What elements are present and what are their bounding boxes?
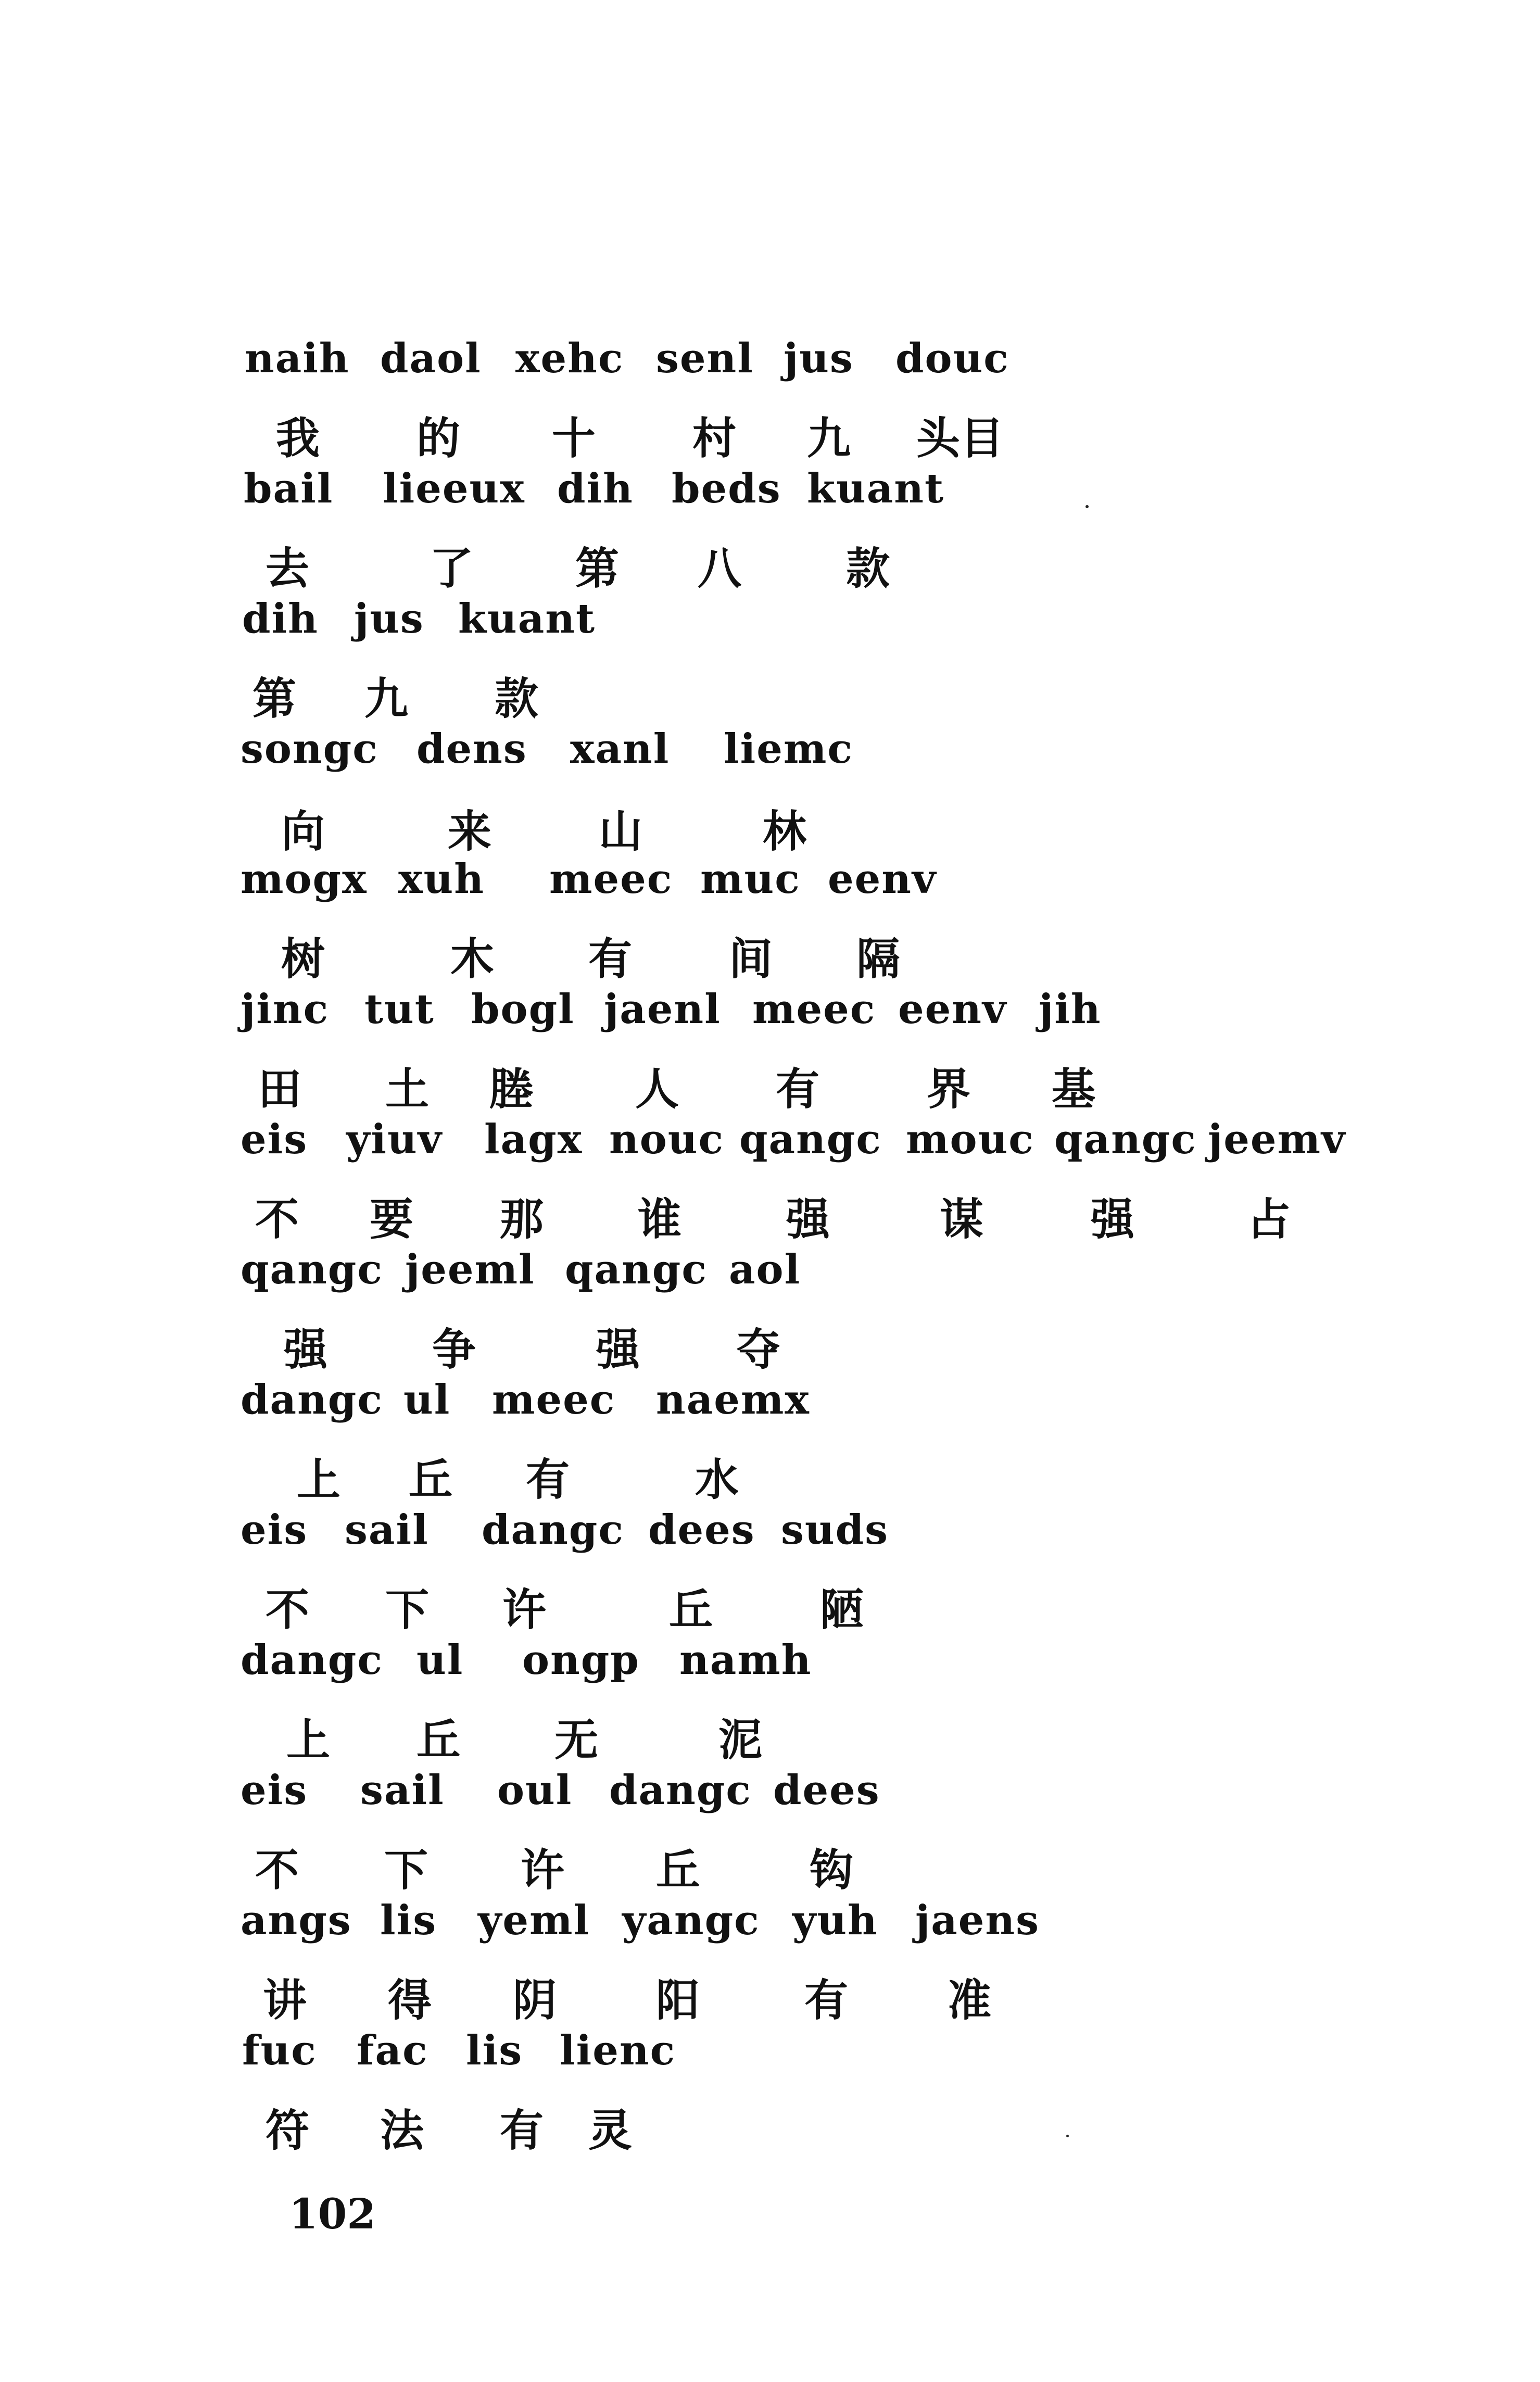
romanized-word: dangc — [241, 1376, 383, 1423]
romanized-word: eenv — [898, 986, 1007, 1033]
chinese-word: 许 — [521, 1844, 565, 1896]
chinese-word: 八 — [698, 543, 742, 594]
romanized-word: bail — [244, 465, 334, 512]
chinese-word: 有 — [526, 1454, 570, 1505]
romanized-line — [0, 986, 1540, 1057]
romanized-word: angs — [241, 1897, 352, 1944]
romanized-word: namh — [679, 1636, 812, 1684]
chinese-word: 九 — [364, 673, 409, 724]
romanized-word: suds — [781, 1506, 889, 1554]
chinese-word: 有 — [588, 933, 633, 985]
chinese-word: 陋 — [820, 1584, 864, 1635]
chinese-word: 十 — [552, 412, 596, 464]
chinese-word: 不 — [255, 1844, 299, 1896]
romanized-word: dens — [416, 725, 527, 773]
romanized-line — [0, 335, 1540, 406]
chinese-word: 有 — [804, 1974, 849, 2026]
romanized-word: dangc — [482, 1506, 624, 1554]
chinese-word: 钩 — [810, 1844, 854, 1896]
chinese-word: 村 — [692, 412, 737, 464]
chinese-word: 界 — [927, 1063, 971, 1115]
romanized-word: sail — [345, 1506, 429, 1554]
chinese-word: 树 — [281, 933, 325, 985]
chinese-word: 丘 — [669, 1584, 713, 1635]
chinese-word: 隔 — [856, 933, 901, 985]
romanized-word: ul — [416, 1636, 464, 1684]
chinese-word: 下 — [384, 1844, 428, 1896]
romanized-line — [0, 1116, 1540, 1187]
chinese-word: 无 — [554, 1714, 599, 1766]
romanized-line — [0, 595, 1540, 666]
romanized-word: xehc — [515, 335, 624, 382]
romanized-word: senl — [656, 335, 754, 382]
romanized-line — [0, 1376, 1540, 1447]
chinese-word: 不 — [255, 1193, 299, 1245]
chinese-word: 向 — [281, 805, 325, 857]
chinese-word: 塍 — [489, 1063, 534, 1115]
chinese-word: 了 — [430, 543, 474, 594]
romanized-word: jih — [1039, 986, 1102, 1033]
scan-speck — [1066, 2135, 1069, 2137]
romanized-word: dih — [242, 595, 319, 642]
romanized-word: dees — [648, 1506, 755, 1554]
romanized-word: eenv — [828, 855, 937, 903]
chinese-word: 土 — [385, 1063, 430, 1115]
chinese-word: 谋 — [940, 1193, 984, 1245]
romanized-word: dangc — [241, 1636, 383, 1684]
romanized-word: lienc — [560, 2027, 676, 2074]
chinese-word: 款 — [846, 543, 890, 594]
chinese-word: 基 — [1052, 1063, 1096, 1115]
romanized-word: lieeux — [383, 465, 525, 512]
chinese-word: 得 — [388, 1974, 432, 2026]
romanized-word: daol — [380, 335, 482, 382]
romanized-word: kuant — [807, 465, 945, 512]
chinese-word: 下 — [385, 1584, 430, 1635]
chinese-word: 九 — [807, 412, 851, 464]
romanized-word: oul — [497, 1767, 573, 1814]
chinese-word: 山 — [599, 805, 643, 857]
romanized-word: yuh — [792, 1897, 878, 1944]
chinese-word: 木 — [450, 933, 495, 985]
chinese-gloss-line — [0, 2104, 1540, 2176]
romanized-word: ul — [403, 1376, 451, 1423]
chinese-word: 我 — [276, 412, 320, 464]
chinese-word: 去 — [266, 543, 310, 594]
romanized-word: qangc — [241, 1246, 383, 1293]
romanized-word: aol — [729, 1246, 801, 1293]
chinese-word: 水 — [695, 1454, 739, 1505]
romanized-word: kuant — [458, 595, 596, 642]
chinese-word: 上 — [286, 1714, 331, 1766]
romanized-word: jus — [784, 335, 854, 382]
romanized-word: dangc — [609, 1767, 752, 1814]
chinese-word: 第 — [575, 543, 620, 594]
romanized-word: muc — [700, 855, 801, 903]
romanized-word: lagx — [484, 1116, 583, 1163]
chinese-word: 丘 — [416, 1714, 461, 1766]
romanized-word: ongp — [522, 1636, 640, 1684]
chinese-word: 第 — [253, 673, 297, 724]
chinese-word: 要 — [370, 1193, 414, 1245]
romanized-word: eis — [241, 1767, 308, 1814]
romanized-word: mogx — [241, 855, 368, 903]
romanized-line — [0, 1767, 1540, 1838]
chinese-word: 法 — [380, 2104, 424, 2156]
romanized-line — [0, 1246, 1540, 1317]
romanized-word: beds — [672, 465, 781, 512]
chinese-word: 谁 — [638, 1193, 682, 1245]
romanized-word: xuh — [398, 855, 485, 903]
chinese-word: 人 — [635, 1063, 679, 1115]
chinese-word: 林 — [763, 805, 807, 857]
chinese-word: 强 — [284, 1324, 328, 1375]
chinese-word: 丘 — [656, 1844, 700, 1896]
romanized-word: xanl — [570, 725, 670, 773]
romanized-word: jus — [354, 595, 424, 642]
chinese-word: 那 — [500, 1193, 544, 1245]
chinese-word: 的 — [416, 412, 461, 464]
chinese-word: 款 — [495, 673, 539, 724]
romanized-word: eis — [241, 1116, 308, 1163]
romanized-word: jeemv — [1208, 1116, 1346, 1163]
chinese-word: 不 — [266, 1584, 310, 1635]
chinese-word: 强 — [1091, 1193, 1135, 1245]
chinese-word: 讲 — [263, 1974, 307, 2026]
romanized-word: bogl — [471, 986, 575, 1033]
romanized-word: qangc — [565, 1246, 708, 1293]
chinese-word: 争 — [432, 1324, 476, 1375]
chinese-word: 阳 — [656, 1974, 700, 2026]
romanized-word: jeeml — [405, 1246, 535, 1293]
chinese-word: 强 — [596, 1324, 640, 1375]
chinese-word: 阴 — [513, 1974, 557, 2026]
romanized-line — [0, 465, 1540, 536]
romanized-word: jinc — [241, 986, 330, 1033]
chinese-word: 占 — [1247, 1193, 1291, 1245]
chinese-word: 许 — [502, 1584, 547, 1635]
chinese-word: 头目 — [916, 412, 1004, 464]
chinese-word: 有 — [776, 1063, 820, 1115]
chinese-word: 夺 — [737, 1324, 781, 1375]
romanized-line — [0, 2027, 1540, 2098]
romanized-word: sail — [360, 1767, 445, 1814]
romanized-line — [0, 725, 1540, 797]
romanized-word: lis — [380, 1897, 437, 1944]
romanized-word: jaenl — [604, 986, 721, 1033]
chinese-word: 泥 — [718, 1714, 763, 1766]
chinese-word: 上 — [297, 1454, 341, 1505]
romanized-word: jaens — [915, 1897, 1040, 1944]
romanized-word: meec — [492, 1376, 616, 1423]
chinese-word: 符 — [266, 2104, 310, 2156]
chinese-word: 田 — [258, 1063, 302, 1115]
romanized-word: yangc — [622, 1897, 760, 1944]
romanized-word: yiuv — [346, 1116, 443, 1163]
romanized-word: dees — [773, 1767, 880, 1814]
chinese-word: 灵 — [588, 2104, 633, 2156]
romanized-word: naemx — [656, 1376, 810, 1423]
romanized-word: qangc — [1054, 1116, 1197, 1163]
romanized-word: lis — [466, 2027, 523, 2074]
romanized-line — [0, 1636, 1540, 1708]
romanized-line — [0, 1897, 1540, 1968]
romanized-word: tut — [364, 986, 435, 1033]
romanized-word: meec — [752, 986, 876, 1033]
chinese-word: 丘 — [409, 1454, 453, 1505]
chinese-word: 强 — [786, 1193, 830, 1245]
romanized-word: meec — [549, 855, 673, 903]
page-number: 102 — [289, 2189, 376, 2238]
romanized-word: mouc — [906, 1116, 1034, 1163]
romanized-word: fuc — [242, 2027, 317, 2074]
romanized-word: nouc — [609, 1116, 724, 1163]
romanized-word: naih — [245, 335, 350, 382]
romanized-word: liemc — [724, 725, 853, 773]
romanized-word: songc — [241, 725, 378, 773]
romanized-line — [0, 1506, 1540, 1578]
scan-speck — [1085, 505, 1089, 508]
romanized-line — [0, 855, 1540, 927]
chinese-word: 间 — [729, 933, 773, 985]
romanized-word: dih — [557, 465, 634, 512]
romanized-word: fac — [357, 2027, 428, 2074]
chinese-word: 有 — [500, 2104, 544, 2156]
romanized-word: eis — [241, 1506, 308, 1554]
chinese-word: 来 — [448, 805, 492, 857]
romanized-word: yeml — [478, 1897, 590, 1944]
romanized-word: qangc — [739, 1116, 882, 1163]
romanized-word: douc — [895, 335, 1009, 382]
chinese-word: 准 — [948, 1974, 992, 2026]
